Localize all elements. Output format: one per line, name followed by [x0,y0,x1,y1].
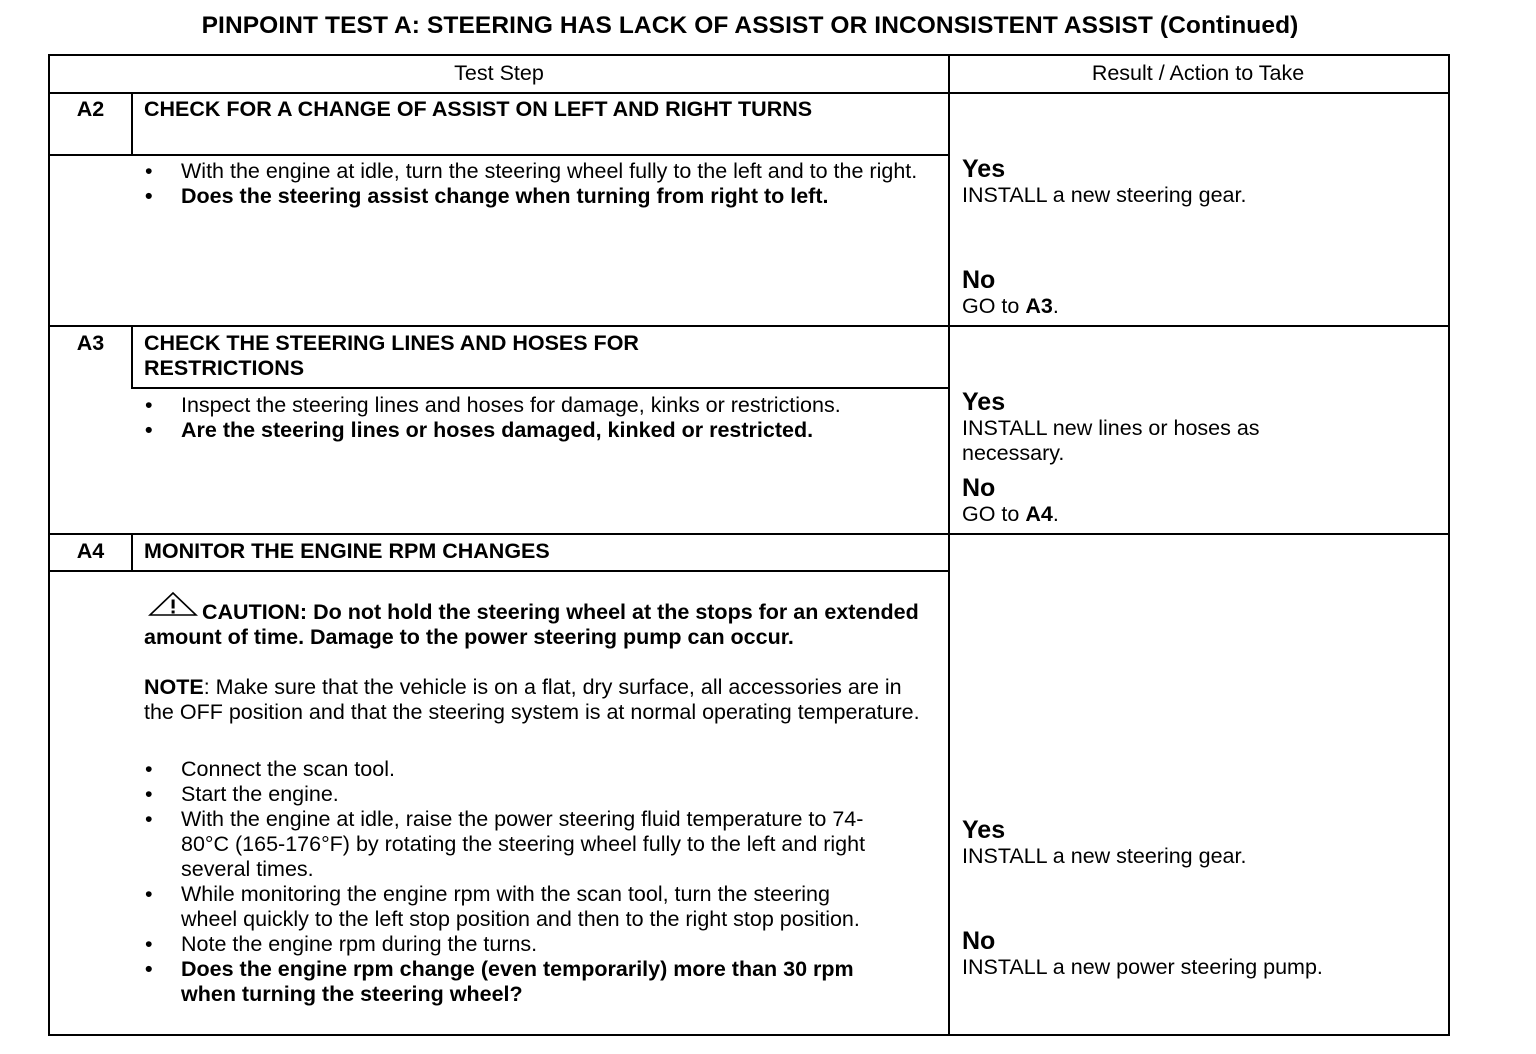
a3-heading-rule [131,387,948,389]
page-title: PINPOINT TEST A: STEERING HAS LACK OF ASSIST OR INCONSISTENT ASSIST (Continued) [201,12,1299,39]
no-action-suffix: . [1052,502,1059,526]
no-action-prefix: GO to [962,502,1026,526]
yes-action: INSTALL new lines or hoses as necessary. [962,416,1260,465]
no-action [962,502,1432,527]
no-action: INSTALL a new power steering pump. [962,955,1323,979]
a4-heading-rule [50,570,948,572]
id-divider-a4 [131,535,133,572]
result-no [962,928,1432,980]
list-item: • Note the engine rpm during the turns. [144,932,884,957]
a3-end-rule [50,533,1448,535]
header-rule [50,92,1448,94]
a2-end-rule [50,325,1448,327]
note-block [144,675,924,725]
no-action [962,294,1432,319]
step-bullets [144,393,864,443]
a2-heading-rule [50,154,948,156]
no-label: No [962,474,996,502]
step-reference: A3 [1025,294,1053,318]
header-result: Result / Action to Take [1091,61,1305,85]
list-item: • Connect the scan tool. [144,757,884,782]
step-heading: MONITOR THE ENGINE RPM CHANGES [144,539,550,563]
id-divider-a2 [131,93,133,155]
result-yes [962,817,1432,869]
step-reference: A4 [1025,502,1053,526]
list-item: • Does the steering assist change when turning from right to left. [144,184,924,209]
step-id: A4 [76,539,105,563]
result-yes [962,389,1362,466]
step-bullets [144,757,884,1007]
yes-action: INSTALL a new steering gear. [962,183,1247,207]
result-no [962,267,1432,319]
id-divider-a3 [131,326,133,388]
yes-action: INSTALL a new steering gear. [962,844,1247,868]
warning-triangle-icon [144,591,202,621]
yes-label: Yes [962,388,1006,416]
no-action-suffix: . [1052,294,1059,318]
pinpoint-test-table [48,54,1450,1036]
result-no [962,475,1432,527]
list-item: • Are the steering lines or hoses damaged, kinked or restricted. [144,418,864,443]
column-divider [948,56,950,1036]
step-heading: CHECK FOR A CHANGE OF ASSIST ON LEFT AND RIGHT TURNS [144,97,813,121]
step-heading: CHECK THE STEERING LINES AND HOSES FOR RESTRICTIONS [144,331,639,380]
list-item: • With the engine at idle, turn the steering wheel fully to the left and to the right. [144,159,924,184]
note-text: : Make sure that the vehicle is on a flat, dry surface, all accessories are in the OFF position and that the steering system is at normal operating temperature. [144,675,920,724]
no-label: No [962,927,996,955]
list-item: • Inspect the steering lines and hoses for damage, kinks or restrictions. [144,393,864,418]
result-yes [962,156,1432,208]
list-item: • While monitoring the engine rpm with the scan tool, turn the steering wheel quickly to the left stop position and then to the right stop position. [144,882,884,932]
caution-block [144,591,924,650]
header-test-step: Test Step [454,61,544,85]
yes-label: Yes [962,816,1006,844]
caution-text: CAUTION: Do not hold the steering wheel at the stops for an extended amount of time. Damage to the power steering pump can occur. [144,600,919,649]
list-item: • With the engine at idle, raise the power steering fluid temperature to 74-80°C (165-176°F) by rotating the steering wheel fully to the left and right several times. [144,807,884,882]
list-item: • Start the engine. [144,782,884,807]
list-item: • Does the engine rpm change (even temporarily) more than 30 rpm when turning the steering wheel? [144,957,884,1007]
note-label: NOTE [144,675,204,699]
step-id: A2 [76,97,105,121]
step-bullets [144,159,924,209]
yes-label: Yes [962,155,1006,183]
step-id: A3 [76,331,105,355]
no-label: No [962,266,996,294]
no-action-prefix: GO to [962,294,1026,318]
